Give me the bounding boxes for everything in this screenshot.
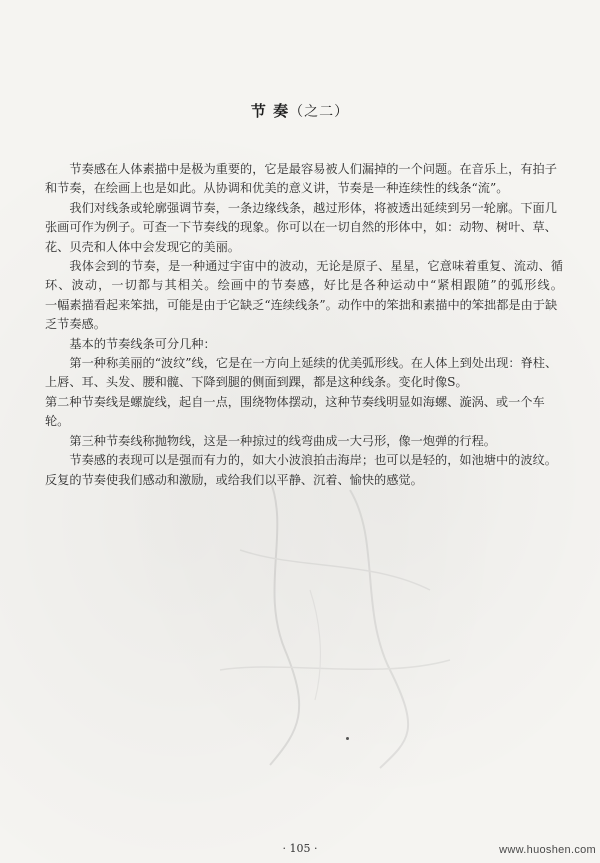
paragraph-7: 第二种节奏线是螺旋线，起自一点，围绕物体摆动，这种节奏线明显如海螺、漩涡、或一个车轮。 xyxy=(45,394,545,429)
paragraph-4: 一幅素描看起来笨拙，可能是由于它缺乏“连续线条”。动作中的笨拙和素描中的笨拙都是由于缺乏节奏感。 xyxy=(45,297,558,332)
page-number: · 105 · xyxy=(282,842,318,855)
title-subtitle: （之二） xyxy=(289,104,350,120)
watermark-url: www.huoshen.com xyxy=(499,844,596,856)
title-main: 节 奏 xyxy=(250,102,290,120)
paragraph-1: 节奏感在人体素描中是极为重要的，它是最容易被人们漏掉的一个问题。在音乐上，有拍子和节奏，在绘画上也是如此。从协调和优美的意义讲，节奏是一种连续性的线条“流”。 xyxy=(45,162,557,196)
paragraph-8: 第三种节奏线称抛物线，这是一种掠过的线弯曲成一大弓形，像一炮弹的行程。 xyxy=(69,433,496,448)
stray-ink-dot xyxy=(346,737,349,740)
paragraph-9: 节奏感的表现可以是强而有力的，如大小波浪拍击海岸；也可以是轻的，如池塘中的波纹。反复的节奏使我们感动和激励，或给我们以平静、沉着、愉快的感觉。 xyxy=(45,453,557,487)
article-body xyxy=(45,160,563,490)
page-title xyxy=(0,100,600,121)
paragraph-3: 我体会到的节奏，是一种通过宇宙中的波动，无论是原子、星星，它意味着重复、流动、循环、波动，一切都与其相关。绘画中的节奏感，好比是各种运动中“紧相跟随”的弧形线。 xyxy=(45,259,563,293)
paragraph-2: 我们对线条或轮廓强调节奏，一条边缘线条，越过形体，将被透出延续到另一轮廓。下面几张画可作为例子。可查一下节奏线的现象。你可以在一切自然的形体中，如：动物、树叶、草、花、贝壳和人体中会发现它的美丽。 xyxy=(45,200,557,254)
paragraph-5: 基本的节奏线条可分几种： xyxy=(69,336,216,351)
paragraph-6: 第一种称美丽的“波纹”线，它是在一方向上延续的优美弧形线。在人体上到处出现：脊柱、上唇、耳、头发、腰和髋、下降到腿的侧面到踝，都是这种线条。变化时像S。 xyxy=(45,356,558,390)
faint-figure-sketch xyxy=(150,470,510,770)
